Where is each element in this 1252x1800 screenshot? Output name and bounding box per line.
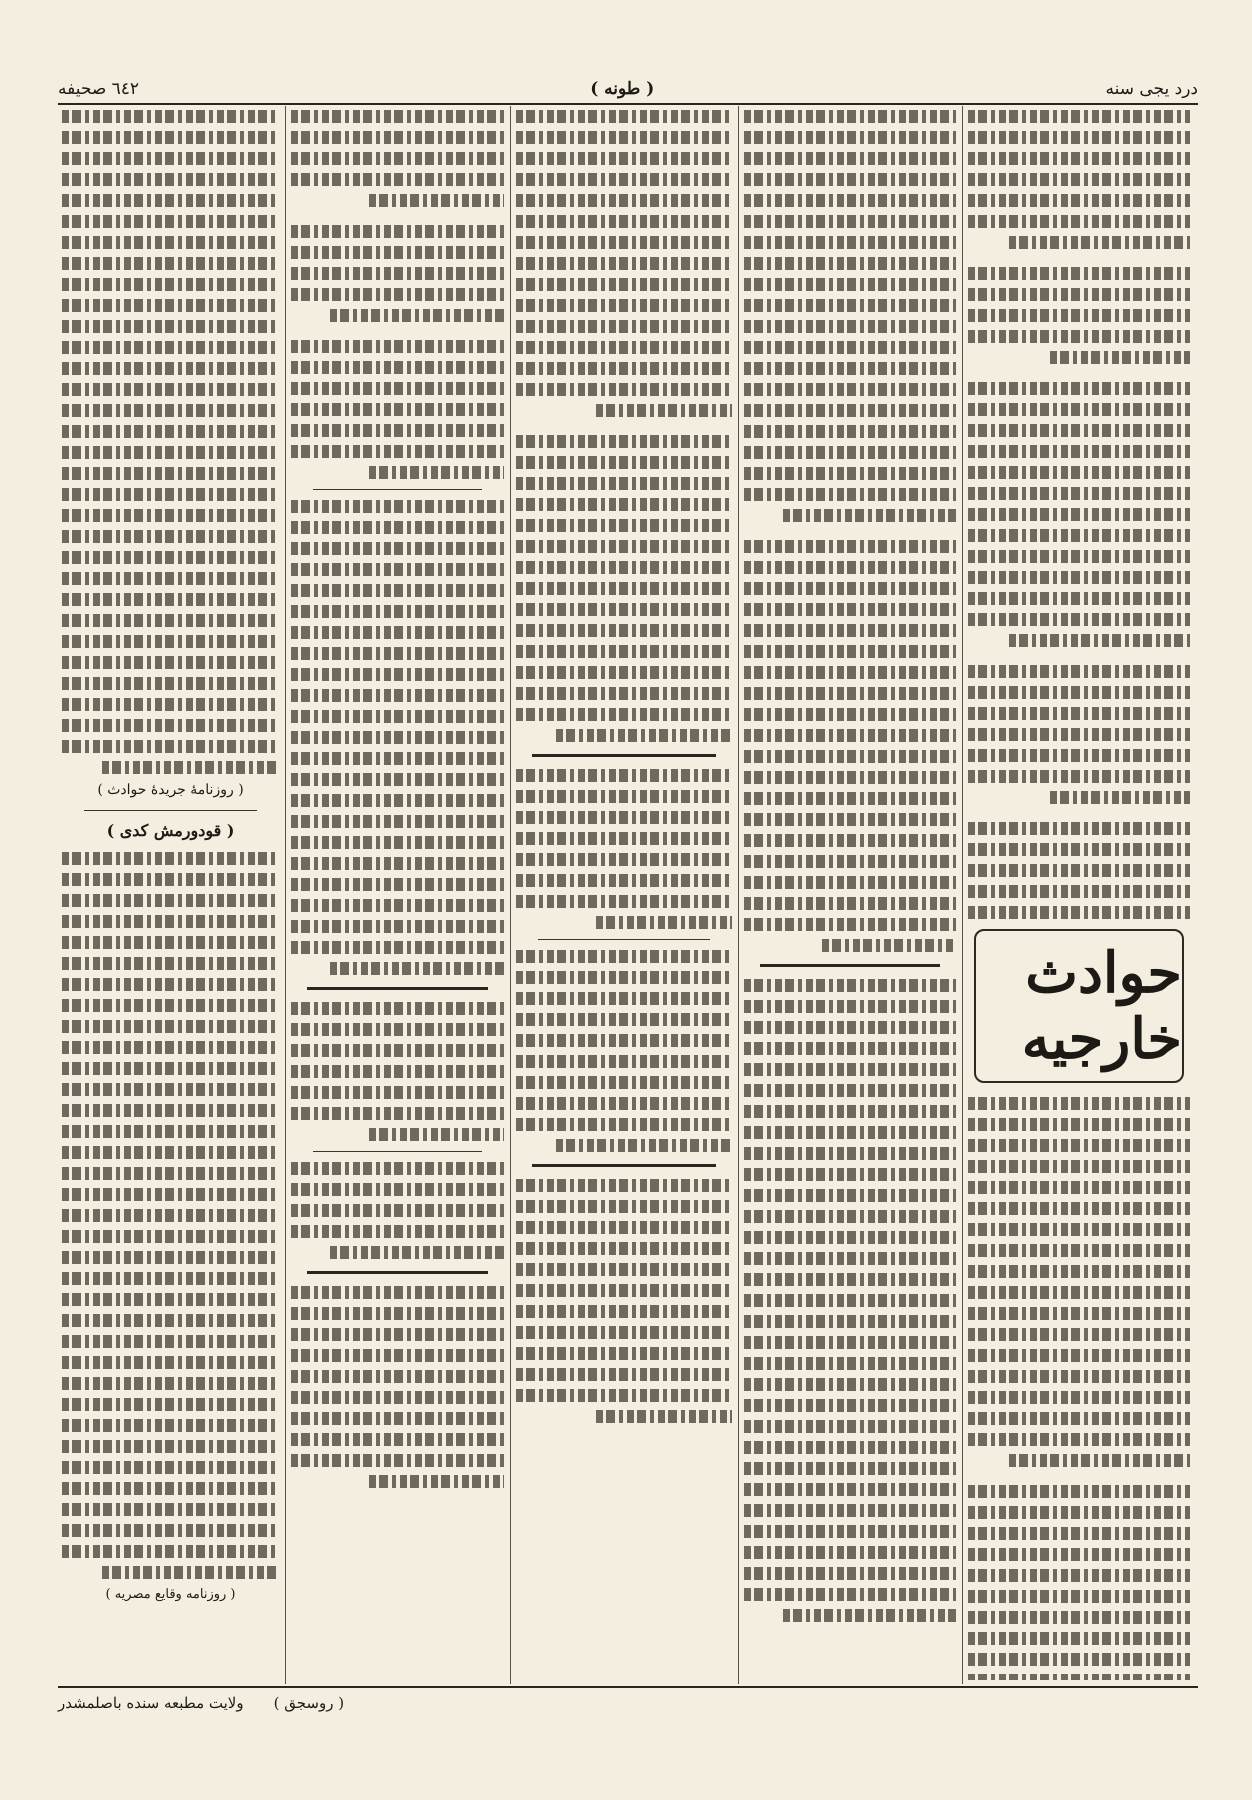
source-note: ( روزنامهٔ جریدهٔ حوادث ) [97, 782, 244, 798]
footer-rule [58, 1686, 1198, 1688]
column-3 [514, 110, 734, 1680]
column-separator [510, 106, 511, 1684]
article-text [966, 1097, 1192, 1680]
page-number: ٦٤٢ صحيفه [58, 79, 140, 99]
article-text [742, 979, 958, 1622]
volume-label: درد یجی سنه [1105, 79, 1198, 99]
article-text [289, 1002, 506, 1141]
footer-place: ( روسجق ) [273, 1694, 345, 1712]
article-text [289, 110, 506, 479]
column-1 [966, 110, 1192, 1680]
article-text [60, 110, 281, 774]
article-text [742, 110, 958, 952]
newspaper-title: ( طونه ) [590, 79, 655, 99]
page-footer [58, 1690, 658, 1716]
column-4 [289, 110, 506, 1680]
footer-printer: ولایت مطبعه سنده باصلمشدر [58, 1694, 244, 1712]
article-text [514, 950, 734, 1152]
article-text [289, 1162, 506, 1259]
article-text [514, 769, 734, 929]
article-divider [760, 964, 940, 967]
source-note: ( روزنامه وقایع مصریه ) [105, 1587, 236, 1602]
article-text [60, 852, 281, 1579]
section-masthead: حوادث خارجیه [974, 929, 1184, 1083]
column-separator [285, 106, 286, 1684]
header-rule [58, 103, 1198, 105]
article-text [966, 110, 1192, 919]
article-divider [84, 810, 257, 811]
article-divider [532, 1164, 716, 1167]
article-text [289, 500, 506, 975]
article-text [514, 110, 734, 742]
article-divider [538, 939, 710, 940]
page-header [58, 78, 1198, 100]
article-divider [532, 754, 716, 757]
column-separator [738, 106, 739, 1684]
article-divider [313, 1151, 482, 1152]
column-2 [742, 110, 958, 1680]
column-separator [962, 106, 963, 1684]
article-divider [307, 987, 488, 990]
article-text [289, 1286, 506, 1488]
article-divider [313, 489, 482, 490]
article-divider [307, 1271, 488, 1274]
article-text [514, 1179, 734, 1423]
column-5 [60, 110, 281, 1680]
article-title: ( قودورمش کدی ) [106, 821, 235, 840]
